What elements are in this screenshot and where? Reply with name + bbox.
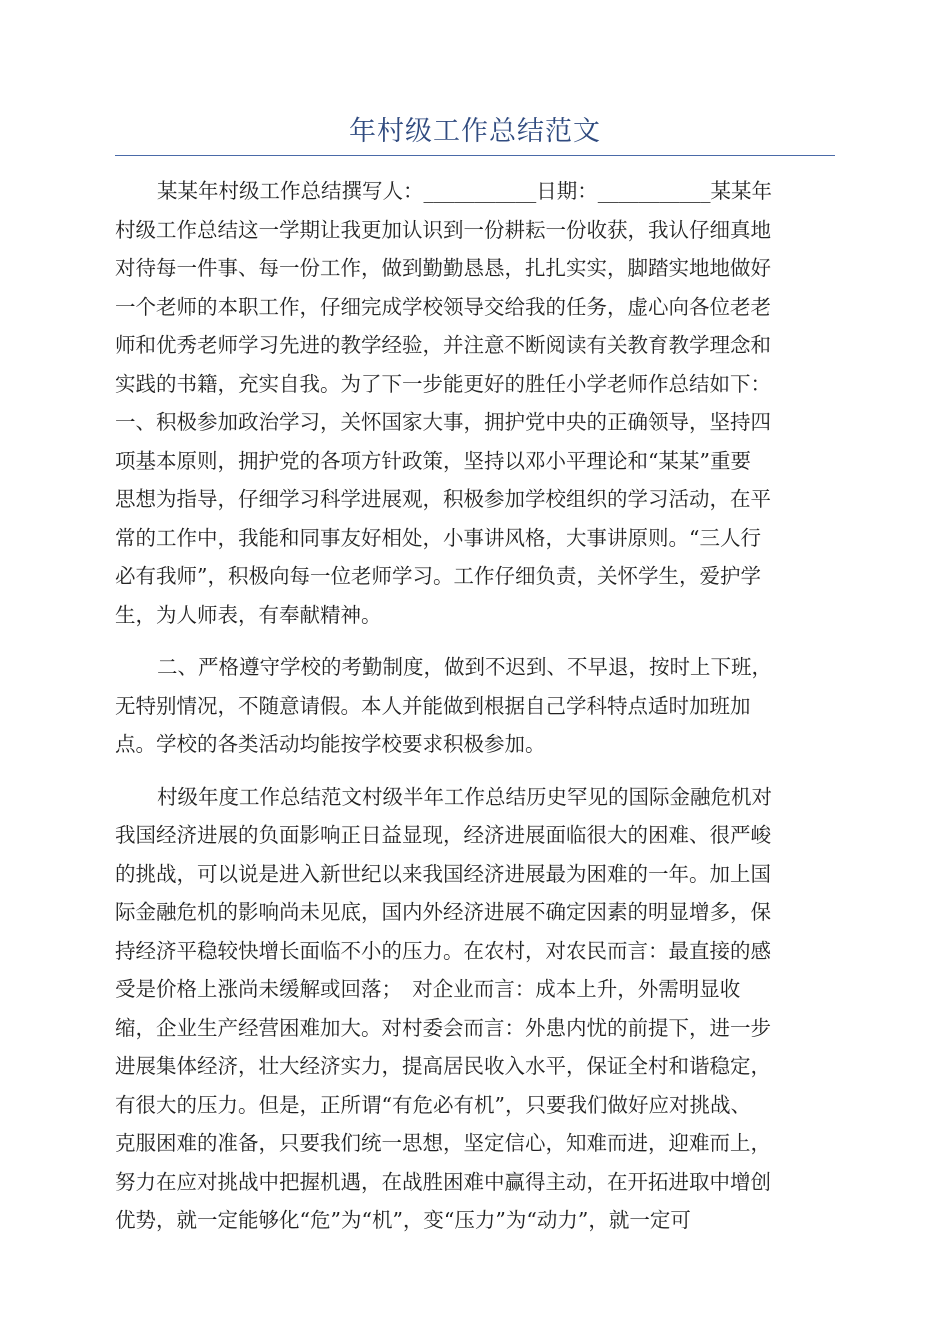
text-line: 一个老师的本职工作，仔细完成学校领导交给我的任务，虚心向各位老老 (115, 294, 771, 319)
text-line: 村级工作总结这一学期让我更加认识到一份耕耘一份收获，我认仔细真地 (115, 217, 771, 242)
text-line: 思想为指导，仔细学习科学进展观，积极参加学校组织的学习活动，在平 (115, 487, 771, 511)
text-line: 师和优秀老师学习先进的教学经验，并注意不断阅读有关教育教学理念和 (115, 333, 771, 357)
text-line: 生，为人师表，有奉献精神。 (115, 602, 382, 627)
text-line: 持经济平稳较快增长面临不小的压力。在农村，对农民而言：最直接的感 (115, 938, 771, 963)
text-line: 村级年度工作总结范文村级半年工作总结历史罕见的国际金融危机对 (157, 784, 772, 809)
text-line: 的挑战，可以说是进入新世纪以来我国经济进展最为困难的一年。加上国 (115, 861, 771, 886)
document-title: 年村级工作总结范文 (349, 116, 601, 147)
text-line: 进展集体经济，壮大经济实力，提高居民收入水平，保证全村和谐稳定， (115, 1054, 771, 1078)
text-line: 际金融危机的影响尚未见底，国内外经济进展不确定因素的明显增多，保 (115, 900, 771, 924)
text-line: 缩，企业生产经营困难加大。对村委会而言：外患内忧的前提下，进一步 (115, 1015, 771, 1040)
paragraph-3 (115, 778, 835, 1240)
title-underline (115, 155, 835, 156)
text-line: 努力在应对挑战中把握机遇，在战胜困难中赢得主动，在开拓进取中增创 (115, 1169, 771, 1194)
paragraph-2 (115, 648, 835, 764)
text-line: 无特别情况，不随意请假。本人并能做到根据自己学科特点适时加班加 (115, 693, 751, 718)
text-line: 二、严格遵守学校的考勤制度，做到不迟到、不早退，按时上下班， (157, 655, 772, 679)
text-line: 必有我师”，积极向每一位老师学习。工作仔细负责，关怀学生，爱护学 (115, 564, 761, 588)
text-line: 我国经济进展的负面影响正日益显现，经济进展面临很大的困难、很严峻 (115, 823, 771, 847)
text-line: 一、积极参加政治学习，关怀国家大事，拥护党中央的正确领导，坚持四 (115, 410, 771, 434)
document-body (115, 172, 835, 1240)
text-line: 某某年村级工作总结撰写人：___________日期：___________某某年 (157, 179, 772, 203)
text-line: 项基本原则，拥护党的各项方针政策，坚持以邓小平理论和“某某”重要 (115, 448, 751, 473)
paragraph-1 (115, 172, 835, 634)
text-line: 点。学校的各类活动均能按学校要求积极参加。 (115, 732, 546, 756)
text-line: 有很大的压力。但是，正所谓“有危必有机”，只要我们做好应对挑战、 (115, 1092, 751, 1117)
text-line: 实践的书籍，充实自我。为了下一步能更好的胜任小学老师作总结如下： (115, 371, 771, 396)
text-line: 优势，就一定能够化“危”为“机”，变“压力”为“动力”，就一定可 (115, 1208, 691, 1232)
text-line: 对待每一件事、每一份工作，做到勤勤恳恳，扎扎实实，脚踏实地地做好 (115, 256, 771, 280)
text-line: 常的工作中，我能和同事友好相处，小事讲风格，大事讲原则。“三人行 (115, 525, 761, 550)
text-line: 受是价格上涨尚未缓解或回落； 对企业而言：成本上升，外需明显收 (115, 977, 741, 1001)
text-line: 克服困难的准备，只要我们统一思想，坚定信心，知难而进，迎难而上， (115, 1131, 771, 1155)
